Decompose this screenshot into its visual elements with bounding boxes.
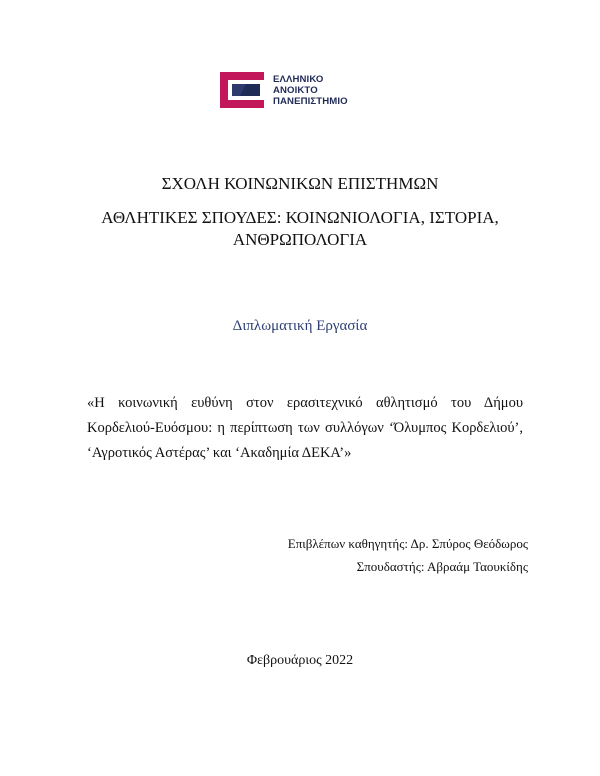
submission-date: Φεβρουάριος 2022 [246, 653, 354, 668]
program-name [0, 207, 600, 251]
school-name: ΣΧΟΛΗ ΚΟΙΝΩΝΙΚΩΝ ΕΠΙΣΤΗΜΩΝ [161, 174, 439, 193]
university-logo [216, 70, 386, 110]
logo-line-1: ΕΛΛΗΝΙΚΟ [273, 74, 324, 85]
logo-text [273, 74, 348, 107]
program-line-2: ΑΝΘΡΩΠΟΛΟΓΙΑ [232, 230, 368, 249]
thesis-type: Διπλωματική Εργασία [232, 318, 368, 334]
student: Σπουδαστής: Αβραάμ Ταουκίδης [356, 559, 528, 574]
university-logo-icon [216, 70, 268, 110]
program-line-1: ΑΘΛΗΤΙΚΕΣ ΣΠΟΥΔΕΣ: ΚΟΙΝΩΝΙΟΛΟΓΙΑ, ΙΣΤΟΡΙΑ, [101, 208, 499, 227]
logo-line-3: ΠΑΝΕΠΙΣΤΗΜΙΟ [273, 96, 348, 107]
logo-line-2: ΑΝΟΙΚΤΟ [273, 85, 318, 96]
supervisor: Επιβλέπων καθηγητής: Δρ. Σπύρος Θεόδωρος [287, 536, 528, 551]
thesis-title: «Η κοινωνική ευθύνη στον ερασιτεχνικό αθλητισμό του Δήμου Κορδελιού-Ευόσμου: η περίπτωση των συλλόγων ‘Όλυμπος Κορδελιού’, ‘Αγροτικός Αστέρας’ και ‘Ακαδημία ΔΕΚΑ’» [87, 395, 523, 461]
